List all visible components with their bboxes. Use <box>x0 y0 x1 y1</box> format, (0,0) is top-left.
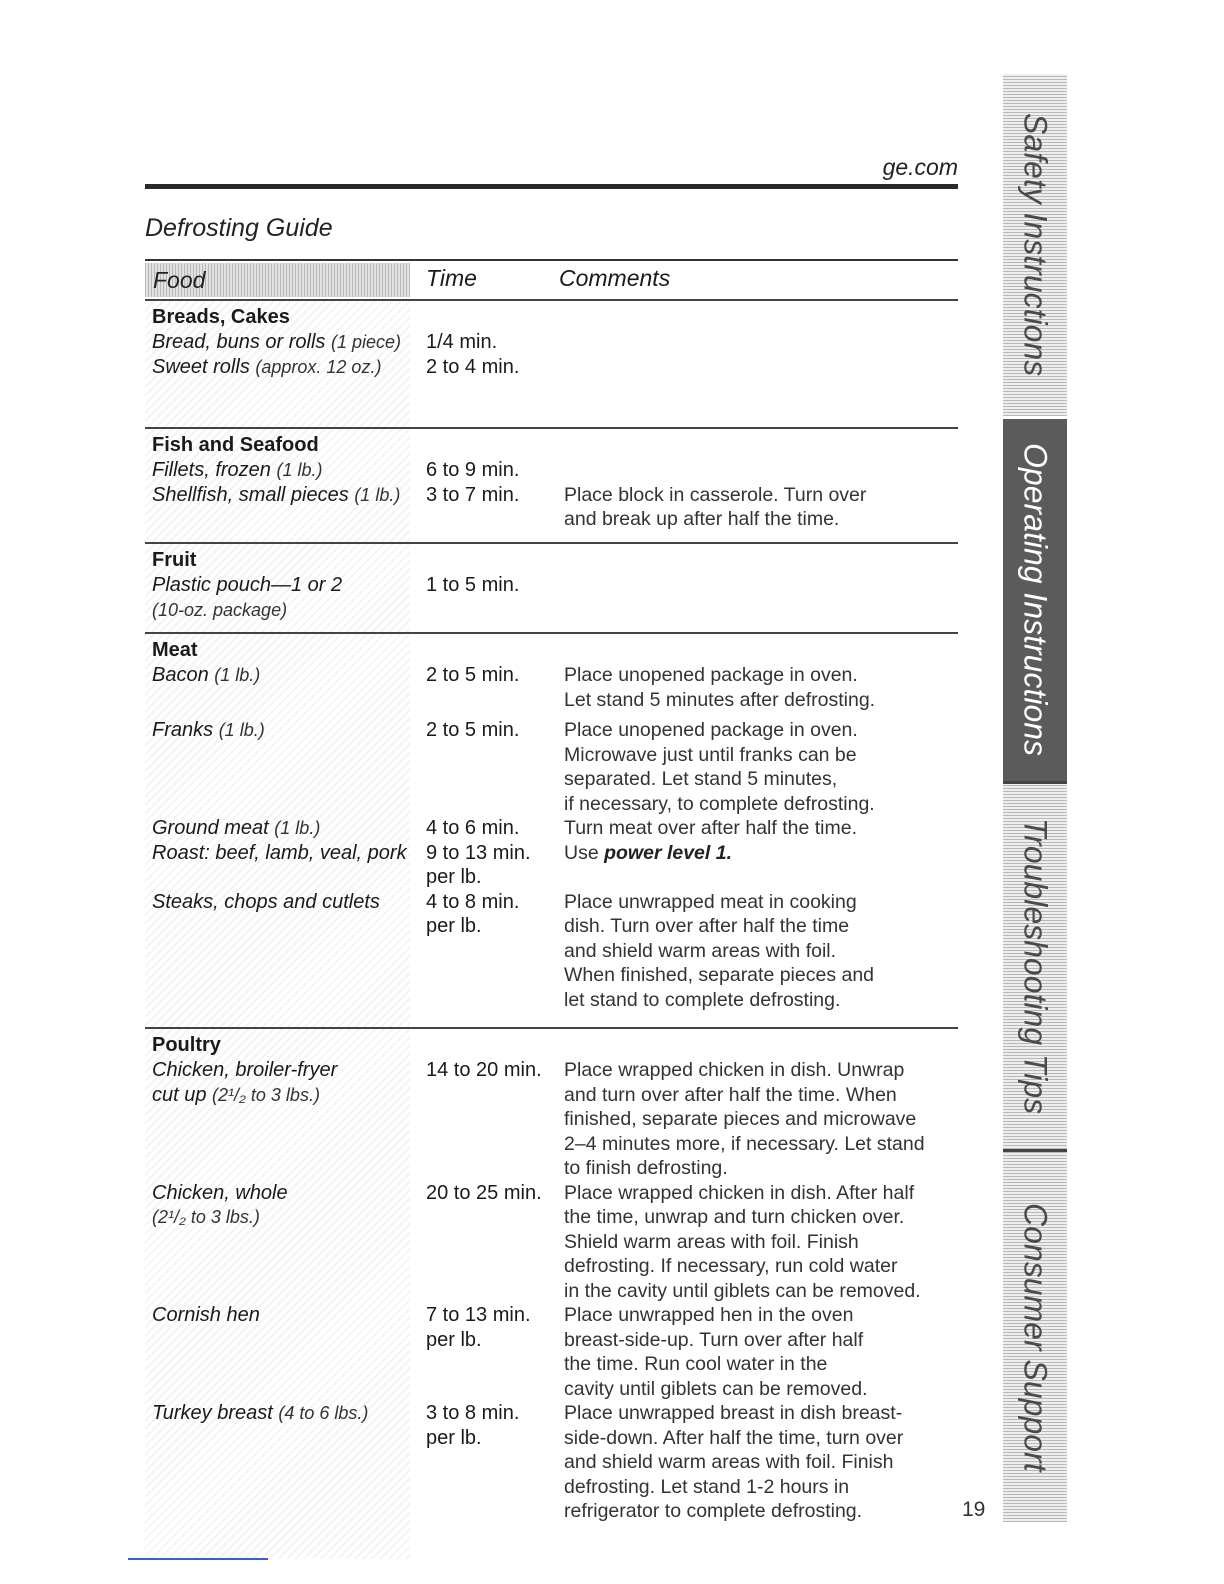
defrost-time: 9 to 13 min. <box>426 841 531 864</box>
defrost-time-unit: per lb. <box>426 1426 482 1449</box>
defrost-time: 2 to 5 min. <box>426 719 520 741</box>
table-row <box>145 355 958 380</box>
defrost-time: 20 to 25 min. <box>426 1181 542 1204</box>
defrost-time: 3 to 8 min. <box>426 1402 520 1424</box>
defrost-time: 14 to 20 min. <box>426 1059 542 1081</box>
table-row <box>145 458 958 483</box>
comment: Place unwrapped breast in dish breast- side-down. After half the time, turn over and shield warm areas with foil. Finish defrosting. Let stand 1-2 hours in refrigerator to complete defrosting. <box>564 1402 904 1522</box>
section-title: Fruit <box>152 549 197 571</box>
comment: Place unwrapped meat in cooking dish. Turn over after half the time and shield warm areas with foil. When finished, separate pieces and let stand to complete defrosting. <box>564 890 875 1011</box>
table-row <box>145 1181 958 1304</box>
food-quantity: (10-oz. package) <box>152 599 288 620</box>
comment: Place block in casserole. Turn over and break up after half the time. <box>564 483 867 530</box>
table-row <box>145 483 958 532</box>
food-quantity: (1 lb.) <box>274 818 321 838</box>
comment: Turn meat over after half the time. <box>564 817 857 839</box>
food-name: Bacon <box>152 664 209 686</box>
section-title: Poultry <box>152 1034 221 1056</box>
comment: Place unopened package in oven. Microwave just until franks can be separated. Let stand 5 minutes, if necessary, to complete defrosting. <box>564 719 875 815</box>
food-name-cont: cut up <box>152 1083 207 1106</box>
column-header-food: Food <box>145 263 410 297</box>
page-title: Defrosting Guide <box>145 214 333 242</box>
food-quantity: (4 to 6 lbs.) <box>278 1403 369 1423</box>
table-row <box>145 816 958 841</box>
tab-safety-instructions[interactable] <box>1003 74 1067 416</box>
section-meat <box>145 634 958 1029</box>
food-name: Franks <box>152 719 214 741</box>
tab-consumer-support[interactable] <box>1003 1152 1067 1522</box>
defrost-time-unit: per lb. <box>426 866 482 888</box>
defrost-time: 3 to 7 min. <box>426 483 520 506</box>
section-tabs <box>1003 74 1067 1522</box>
food-name: Chicken, broiler-fryer <box>152 1059 338 1081</box>
table-row <box>145 573 958 622</box>
food-name: Chicken, whole <box>152 1181 288 1204</box>
table-row <box>145 890 958 1013</box>
defrost-time: 4 to 6 min. <box>426 817 520 839</box>
food-name: Turkey breast <box>152 1402 273 1424</box>
table-row <box>145 1303 958 1401</box>
comment: Place unopened package in oven. Let stand 5 minutes after defrosting. <box>564 664 876 711</box>
section-fruit <box>145 544 958 634</box>
defrost-time-unit: per lb. <box>426 915 482 937</box>
food-name: Sweet rolls <box>152 355 250 378</box>
food-name: Cornish hen <box>152 1304 260 1326</box>
comment: Place wrapped chicken in dish. After half the time, unwrap and turn chicken over. Shield warm areas with foil. Finish defrosting. If necessary, run cold water in the cavity until giblets can be removed. <box>564 1181 921 1302</box>
section-poultry <box>145 1029 958 1559</box>
tab-label: Consumer Support <box>1017 1202 1054 1472</box>
table-row <box>145 1058 958 1181</box>
food-name: Steaks, chops and cutlets <box>152 890 380 913</box>
food-name: Fillets, frozen <box>152 459 271 481</box>
food-quantity: (approx. 12 oz.) <box>255 356 382 377</box>
section-breads-cakes <box>145 301 958 429</box>
defrost-time: 7 to 13 min. <box>426 1304 531 1326</box>
comment: Place wrapped chicken in dish. Unwrap and turn over after half the time. When finished, separate pieces and microwave 2–4 minutes more, if necessary. Let stand to finish defrosting. <box>564 1059 925 1179</box>
tab-label: Troubleshooting Tips <box>1017 818 1054 1115</box>
page-number: 19 <box>962 1498 986 1521</box>
defrost-time: 2 to 4 min. <box>426 355 520 378</box>
defrost-time: 1 to 5 min. <box>426 574 520 596</box>
table-row <box>145 330 958 355</box>
section-fish-seafood <box>145 429 958 544</box>
defrost-time-unit: per lb. <box>426 1328 482 1351</box>
tab-label: Safety Instructions <box>1017 113 1054 377</box>
table-row <box>145 718 958 816</box>
section-title: Meat <box>152 639 198 661</box>
food-quantity: (2¹/₂ to 3 lbs.) <box>152 1207 260 1227</box>
defrost-time: 6 to 9 min. <box>426 459 520 481</box>
food-quantity: (1 lb.) <box>276 460 323 480</box>
table-row <box>145 663 958 712</box>
food-quantity: (2¹/₂ to 3 lbs.) <box>212 1084 320 1105</box>
food-name: Roast: beef, lamb, veal, pork <box>152 841 407 864</box>
section-title: Fish and Seafood <box>152 434 319 456</box>
food-quantity: (1 piece) <box>330 332 402 352</box>
food-name: Bread, buns or rolls <box>152 331 326 353</box>
header-rule <box>145 184 958 189</box>
site-url[interactable]: ge.com <box>882 154 958 180</box>
tab-operating-instructions[interactable] <box>1003 419 1067 781</box>
section-title: Breads, Cakes <box>152 306 290 328</box>
food-name: Ground meat <box>152 817 269 839</box>
food-name: Plastic pouch—1 or 2 <box>152 574 343 596</box>
table-header <box>145 261 958 301</box>
link-underline[interactable] <box>128 1558 268 1560</box>
defrost-time: 1/4 min. <box>426 331 498 353</box>
food-name: Shellfish, small pieces <box>152 483 349 506</box>
table-row <box>145 1401 958 1524</box>
tab-troubleshooting-tips[interactable] <box>1003 784 1067 1149</box>
defrost-time: 2 to 5 min. <box>426 664 520 686</box>
column-header-time: Time <box>426 265 477 291</box>
comment: Use power level 1. <box>564 841 733 864</box>
food-quantity: (1 lb.) <box>218 720 265 740</box>
food-quantity: (1 lb.) <box>354 484 401 505</box>
defrosting-table <box>145 259 958 1559</box>
food-quantity: (1 lb.) <box>214 665 261 685</box>
table-row <box>145 841 958 890</box>
tab-label: Operating Instructions <box>1017 443 1054 757</box>
defrost-time: 4 to 8 min. <box>426 890 520 913</box>
comment: Place unwrapped hen in the oven breast-side-up. Turn over after half the time. Run cool water in the cavity until giblets can be removed. <box>564 1304 868 1400</box>
column-header-comments: Comments <box>559 265 671 291</box>
